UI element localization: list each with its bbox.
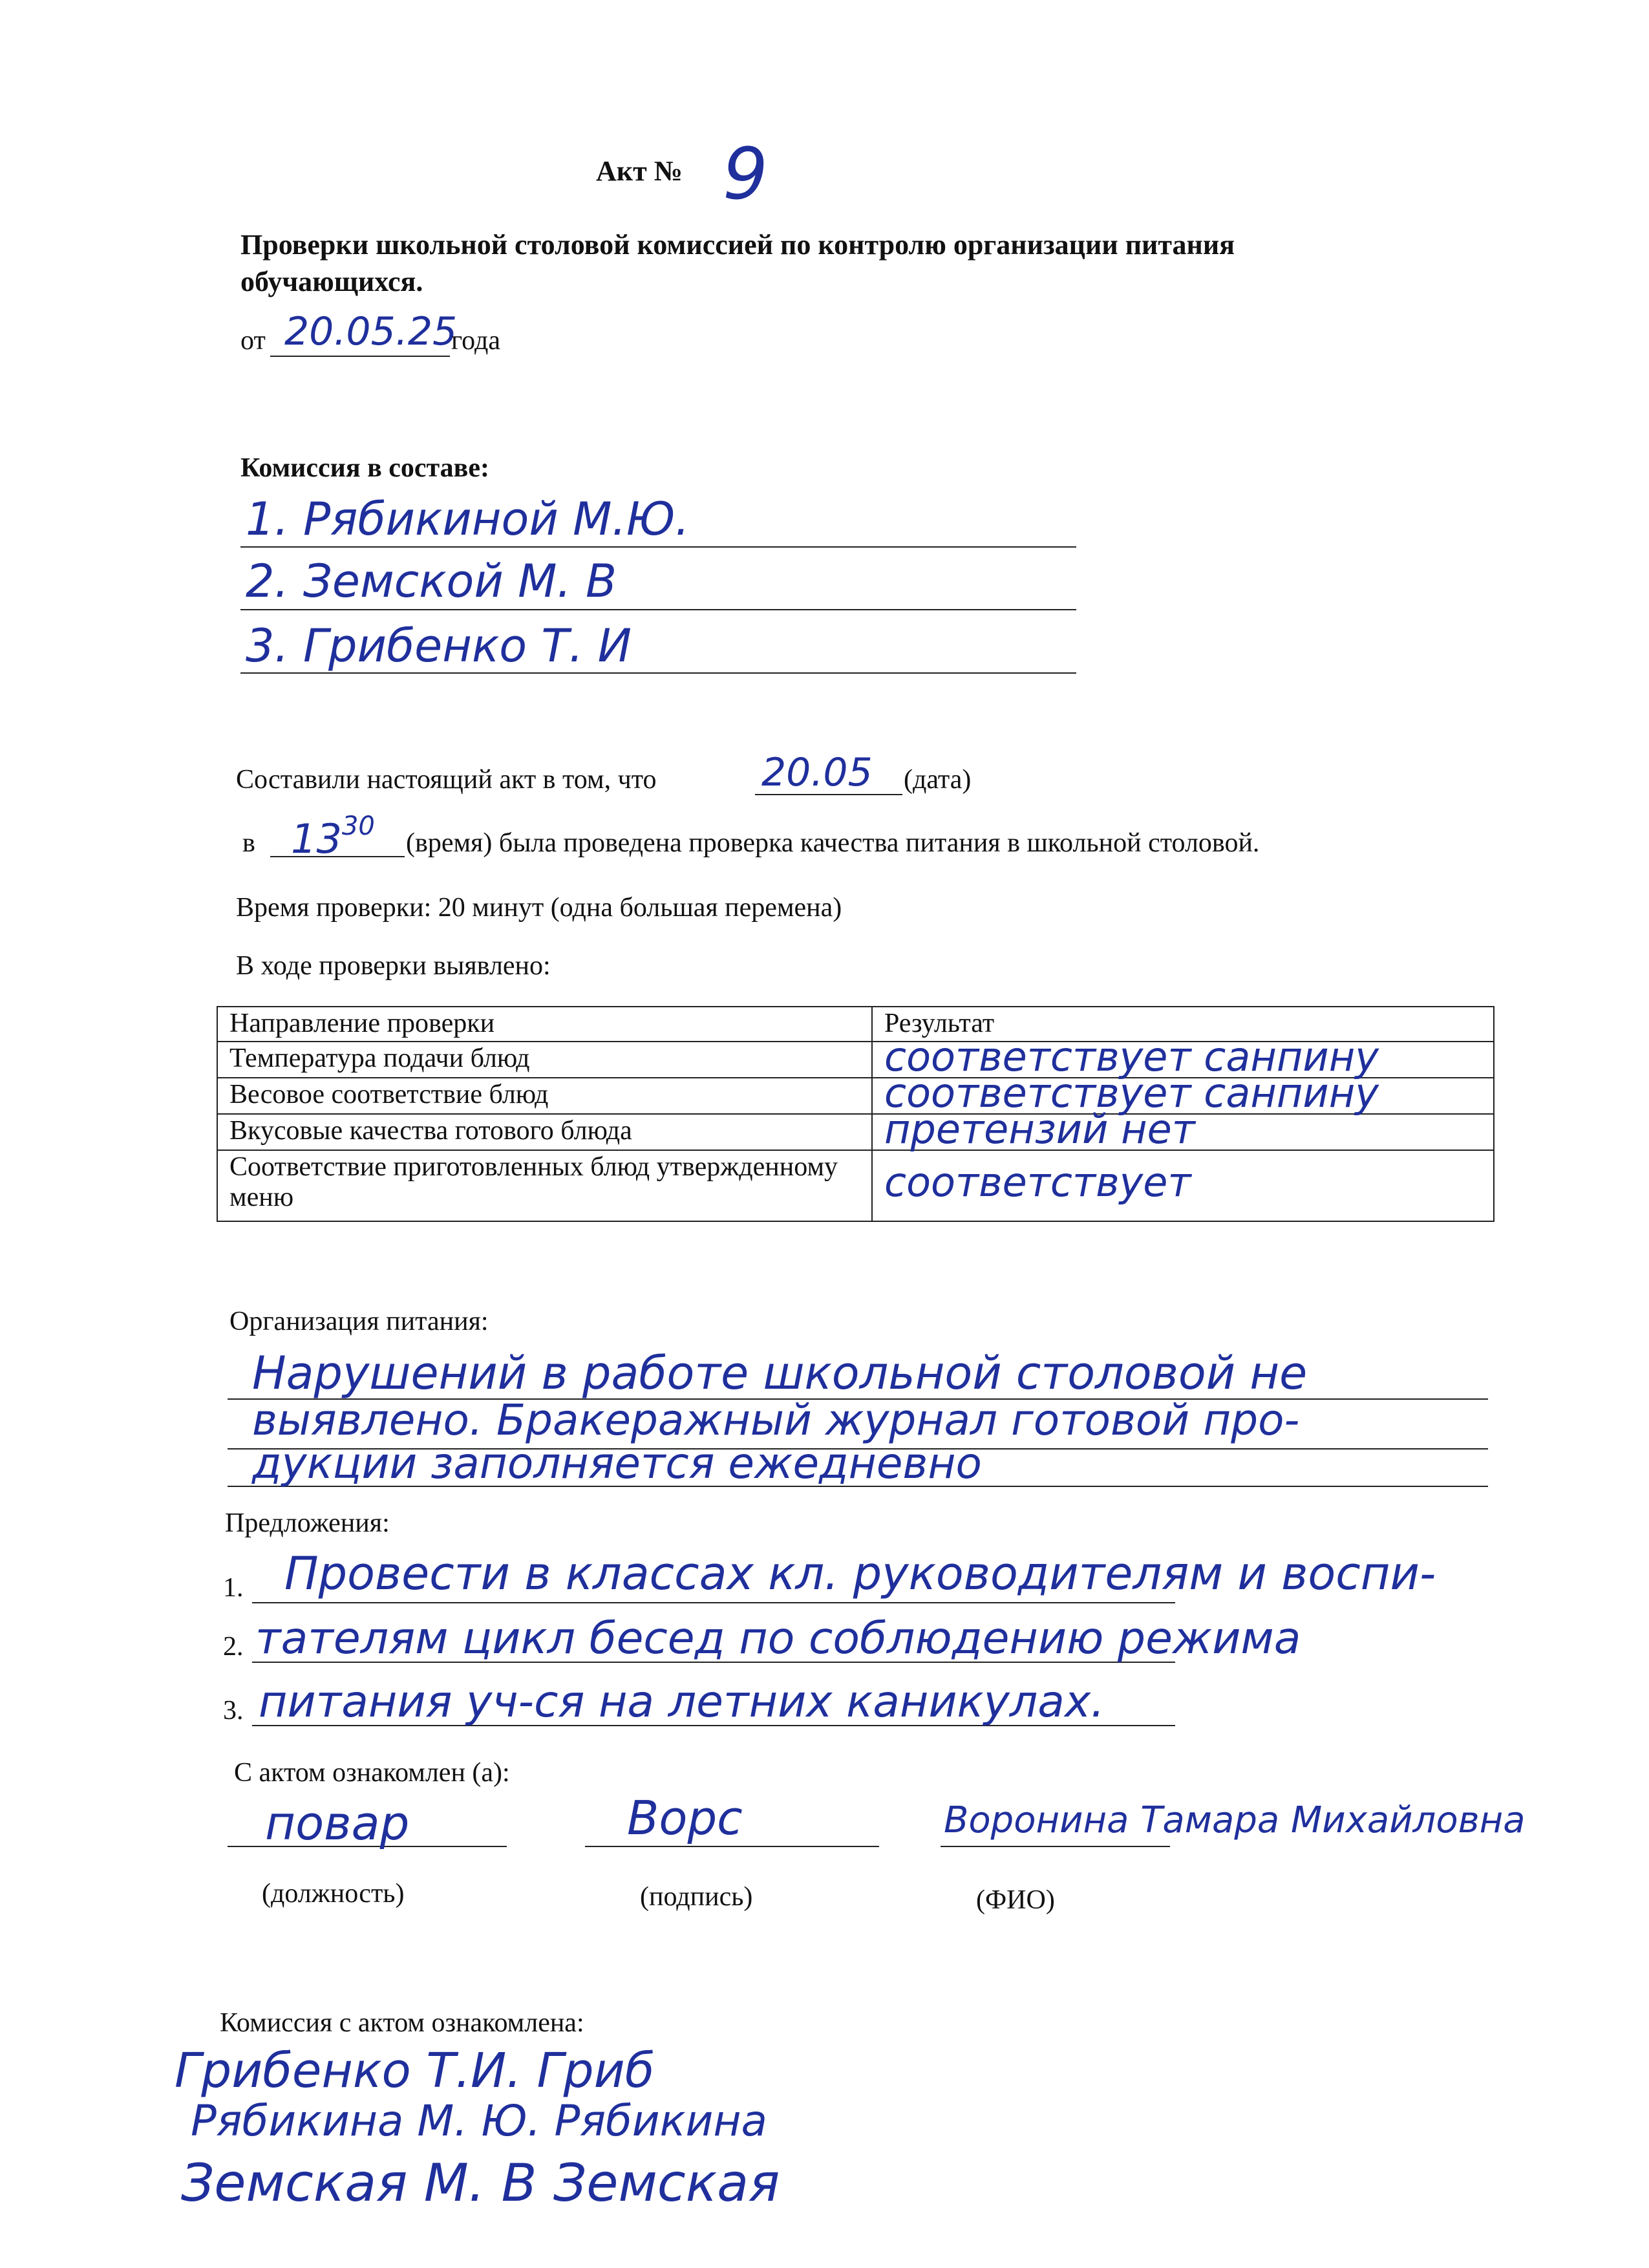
proposal-text-1: Провести в классах кл. руководителям и воспи- [284, 1547, 1436, 1600]
proposal-text-2: тателям цикл бесед по соблюдению режима [255, 1613, 1301, 1664]
commission-ack-line-3: Земская М. В Земская [181, 2153, 780, 2213]
proposal-number-3: 3. [223, 1696, 244, 1726]
commission-member-3: 3. Грибенко Т. И [246, 619, 632, 672]
row-result-cell [872, 1150, 1494, 1221]
act-title-label: Акт № [596, 155, 683, 187]
commission-ack-heading: Комиссия с актом ознакомлена: [220, 2008, 584, 2038]
row-result-cell [872, 1106, 1494, 1153]
acknowledgement-heading: С актом ознакомлен (а): [234, 1758, 510, 1788]
act-number: 9 [723, 133, 768, 215]
signature-value: Ворс [627, 1791, 743, 1845]
proposal-text-3: питания уч-ся на летних каникулах. [259, 1676, 1105, 1728]
found-heading: В ходе проверки выявлено: [236, 951, 551, 981]
commission-ack-line-1: Грибенко Т.И. Гриб [175, 2043, 655, 2099]
position-value: повар [265, 1796, 410, 1850]
act-subtitle: Проверки школьной столовой комиссией по контролю организации питания обучающихся. [240, 229, 1235, 298]
commission-ack-line-2: Рябикина М. Ю. Рябикина [191, 2096, 767, 2146]
row-result: соответствует санпину [884, 1069, 1379, 1117]
member-underline-1 [240, 546, 1076, 548]
name-caption: (ФИО) [976, 1885, 1055, 1915]
header-direction: Направление проверки [217, 1007, 872, 1042]
name-underline [941, 1846, 1170, 1847]
statement-line1-prefix: Составили настоящий акт в том, что [236, 765, 657, 795]
date-prefix: от [240, 326, 266, 356]
statement-date: 20.05 [761, 750, 873, 795]
check-duration: Время проверки: 20 минут (одна большая перемена) [236, 893, 842, 923]
date-underline [270, 356, 450, 357]
commission-member-1: 1. Рябикиной М.Ю. [246, 493, 690, 546]
proposal-underline-1 [252, 1602, 1175, 1603]
date-suffix: года [451, 326, 500, 356]
proposal-number-2: 2. [223, 1632, 244, 1662]
statement-time: $13^{30}$ [291, 811, 375, 862]
signature-caption: (подпись) [640, 1882, 753, 1912]
row-result: соответствует санпину [884, 1033, 1379, 1080]
signature-underline [585, 1846, 879, 1847]
table-row [217, 1150, 1494, 1221]
organization-text-2: выявлено. Бракеражный журнал готовой про- [252, 1395, 1300, 1445]
row-direction: Весовое соответствие блюд [217, 1078, 872, 1114]
position-caption: (должность) [262, 1879, 405, 1909]
member-underline-3 [240, 672, 1076, 674]
commission-member-2: 2. Земской М. В [246, 555, 617, 608]
commission-heading: Комиссия в составе: [240, 453, 489, 483]
table-row [217, 1078, 1494, 1114]
act-date: 20.05.25 [284, 309, 458, 354]
row-result: претензий нет [884, 1106, 1195, 1153]
table-row [217, 1114, 1494, 1150]
row-result: соответствует [884, 1159, 1191, 1206]
statement-time-minutes: 30 [341, 811, 375, 841]
proposal-number-1: 1. [223, 1573, 244, 1603]
statement-date-suffix: (дата) [904, 765, 972, 795]
statement-line2-prefix: в [242, 828, 255, 858]
organization-heading: Организация питания: [229, 1307, 489, 1336]
check-table [217, 1006, 1495, 1222]
name-value: Воронина Тамара Михайловна [944, 1799, 1526, 1841]
organization-text-3: дукции заполняется ежедневно [252, 1439, 982, 1488]
member-underline-2 [240, 609, 1076, 610]
header-result: Результат [872, 1007, 1494, 1042]
proposals-heading: Предложения: [225, 1508, 390, 1538]
statement-line2-suffix: (время) была проведена проверка качества питания в школьной столовой. [406, 828, 1260, 858]
row-direction: Температура подачи блюд [217, 1042, 872, 1078]
row-direction: Вкусовые качества готового блюда [217, 1114, 872, 1150]
organization-text-1: Нарушений в работе школьной столовой не [252, 1347, 1308, 1400]
row-direction: Соответствие приготовленных блюд утвержденному меню [217, 1150, 872, 1221]
